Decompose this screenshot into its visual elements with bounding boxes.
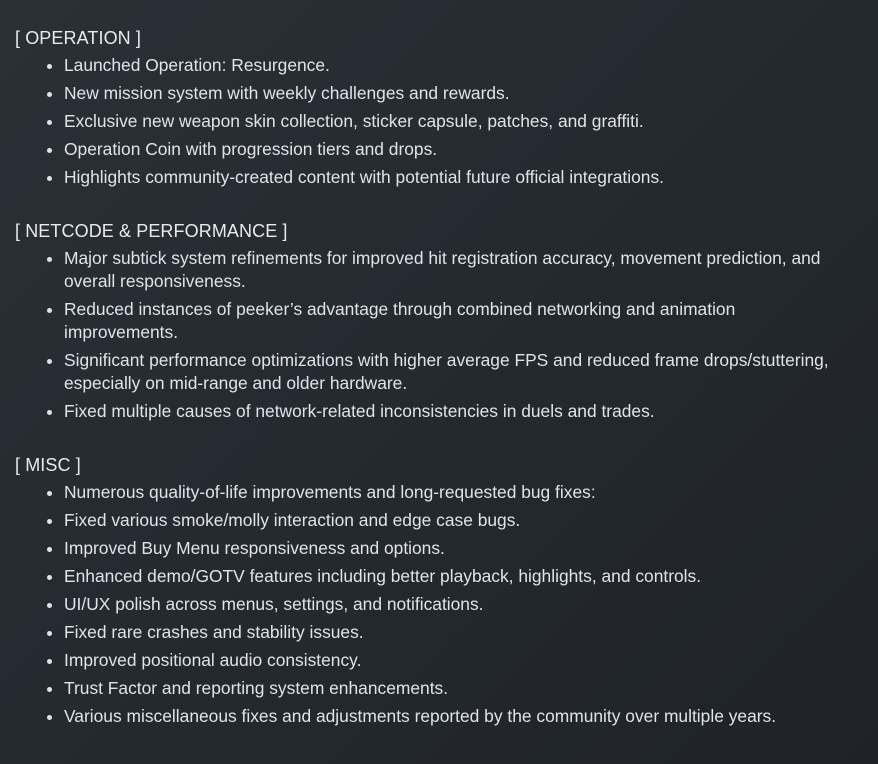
- section-title: [ NETCODE & PERFORMANCE ]: [15, 221, 288, 241]
- bullet-icon: [47, 359, 52, 364]
- list-item: [15, 298, 878, 344]
- bullet-icon: [47, 687, 52, 692]
- list-item-text: Improved positional audio consistency.: [64, 650, 362, 670]
- list-item-text: Major subtick system refinements for improved hit registration accuracy, movement prediction, and overall responsiveness.: [64, 248, 821, 291]
- list-item-text: Improved Buy Menu responsiveness and options.: [64, 538, 445, 558]
- list-item: [15, 509, 878, 532]
- bullet-icon: [47, 92, 52, 97]
- bullet-icon: [47, 64, 52, 69]
- list-item-text: Fixed various smoke/molly interaction and edge case bugs.: [64, 510, 521, 530]
- bullet-icon: [47, 575, 52, 580]
- list-item: [15, 565, 878, 588]
- list-item-text: Enhanced demo/GOTV features including better playback, highlights, and controls.: [64, 566, 702, 586]
- bullet-icon: [47, 148, 52, 153]
- list-item: [15, 110, 878, 133]
- list-item-text: Highlights community-created content with potential future official integrations.: [64, 167, 664, 187]
- bullet-icon: [47, 603, 52, 608]
- list-item: [15, 400, 878, 423]
- bullet-icon: [47, 410, 52, 415]
- list-item: [15, 537, 878, 560]
- bullet-icon: [47, 176, 52, 181]
- bullet-list: [15, 54, 878, 189]
- list-item: [15, 54, 878, 77]
- list-item: [15, 593, 878, 616]
- list-item: [15, 649, 878, 672]
- list-item-text: Exclusive new weapon skin collection, sticker capsule, patches, and graffiti.: [64, 111, 644, 131]
- bullet-icon: [47, 547, 52, 552]
- list-item-text: Reduced instances of peeker’s advantage through combined networking and animation improvements.: [64, 299, 736, 342]
- list-item-text: Trust Factor and reporting system enhancements.: [64, 678, 449, 698]
- bullet-icon: [47, 631, 52, 636]
- list-item-text: Various miscellaneous fixes and adjustments reported by the community over multiple years.: [64, 706, 777, 726]
- section-title: [ OPERATION ]: [15, 28, 141, 48]
- bullet-list: [15, 481, 878, 728]
- section-operation: [15, 26, 878, 189]
- list-item: [15, 138, 878, 161]
- list-item-text: UI/UX polish across menus, settings, and notifications.: [64, 594, 484, 614]
- list-item-text: New mission system with weekly challenges and rewards.: [64, 83, 510, 103]
- list-item: [15, 705, 878, 728]
- list-item-text: Fixed rare crashes and stability issues.: [64, 622, 364, 642]
- section-misc: [15, 453, 878, 728]
- bullet-icon: [47, 257, 52, 262]
- bullet-list: [15, 247, 878, 423]
- list-item-text: Fixed multiple causes of network-related inconsistencies in duels and trades.: [64, 401, 655, 421]
- list-item: [15, 82, 878, 105]
- list-item-text: Numerous quality-of-life improvements and long-requested bug fixes:: [64, 482, 596, 502]
- bullet-icon: [47, 491, 52, 496]
- list-item-text: Operation Coin with progression tiers and drops.: [64, 139, 438, 159]
- section-title: [ MISC ]: [15, 455, 81, 475]
- list-item: [15, 247, 878, 293]
- bullet-icon: [47, 120, 52, 125]
- list-item: [15, 677, 878, 700]
- list-item-text: Significant performance optimizations with higher average FPS and reduced frame drops/stuttering, especially on mid-range and older hardware.: [64, 350, 829, 393]
- section-netcode-performance: [15, 219, 878, 423]
- list-item: [15, 349, 878, 395]
- bullet-icon: [47, 519, 52, 524]
- bullet-icon: [47, 659, 52, 664]
- list-item: [15, 481, 878, 504]
- list-item: [15, 166, 878, 189]
- list-item: [15, 621, 878, 644]
- bullet-icon: [47, 308, 52, 313]
- bullet-icon: [47, 715, 52, 720]
- list-item-text: Launched Operation: Resurgence.: [64, 55, 330, 75]
